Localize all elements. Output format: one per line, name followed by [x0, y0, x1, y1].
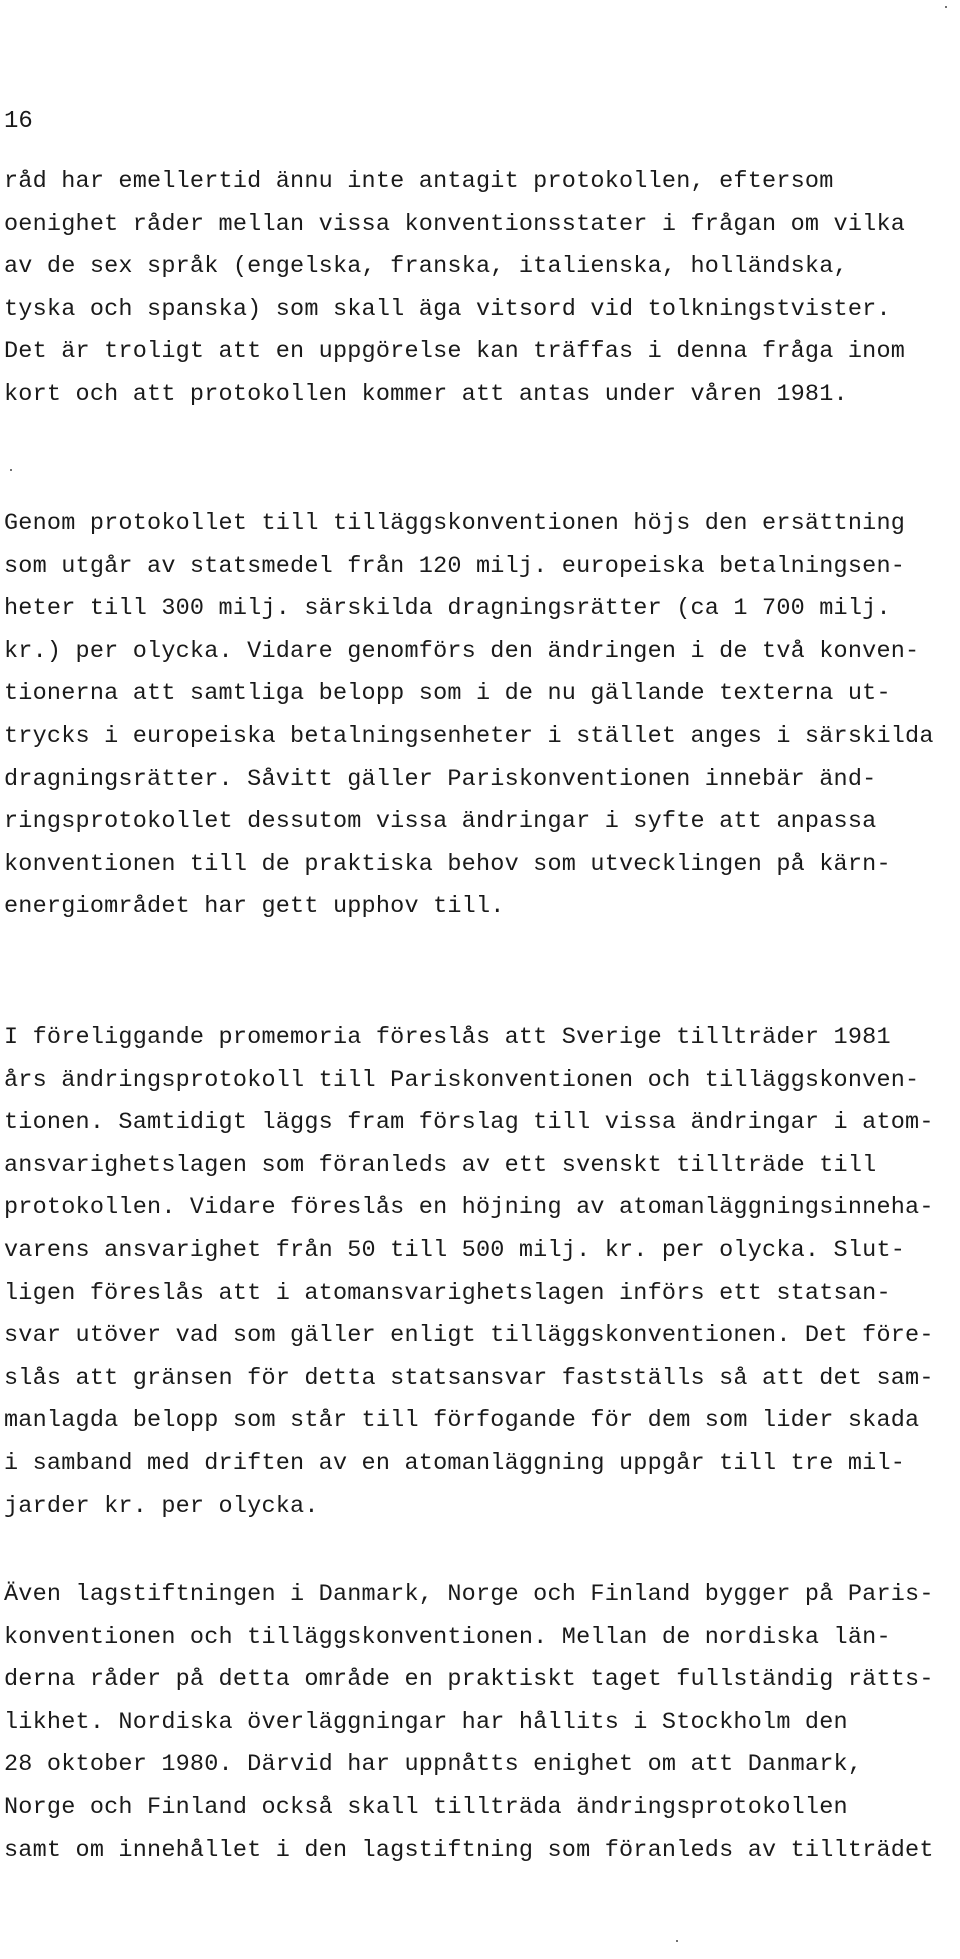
text-line: oenighet råder mellan vissa konventionsstater i frågan om vilka [4, 210, 906, 238]
text-line: dragningsrätter. Såvitt gäller Pariskonventionen innebär änd- [4, 765, 877, 793]
text-line: varens ansvarighet från 50 till 500 milj. kr. per olycka. Slut- [4, 1236, 906, 1264]
text-line: ringsprotokollet dessutom vissa ändringar i syfte att anpassa [4, 808, 877, 836]
text-line: tionen. Samtidigt läggs fram förslag till vissa ändringar i atom- [4, 1109, 934, 1137]
paragraph-1 [4, 161, 944, 417]
text-line: som utgår av statsmedel från 120 milj. europeiska betalningsen- [4, 552, 906, 580]
text-line: energiområdet har gett upphov till. [4, 893, 505, 921]
text-line: svar utöver vad som gäller enligt tilläggskonventionen. Det före- [4, 1322, 934, 1350]
text-line: Det är troligt att en uppgörelse kan träffas i denna fråga inom [4, 338, 906, 366]
scan-speck [676, 1940, 678, 1942]
text-line: konventionen och tilläggskonventionen. Mellan de nordiska län- [4, 1623, 891, 1651]
text-line: slås att gränsen för detta statsansvar fastställs så att det sam- [4, 1364, 934, 1392]
text-line: tionerna att samtliga belopp som i de nu gällande texterna ut- [4, 680, 891, 708]
paragraph-2 [4, 503, 944, 929]
text-line: ansvarighetslagen som föranleds av ett svenskt tillträde till [4, 1151, 877, 1179]
text-line: protokollen. Vidare föreslås en höjning av atomanläggningsinneha- [4, 1194, 934, 1222]
text-line: trycks i europeiska betalningsenheter i stället anges i särskilda [4, 722, 934, 750]
text-line: Genom protokollet till tilläggskonventionen höjs den ersättning [4, 510, 906, 537]
text-line: ligen föreslås att i atomansvarighetslagen införs ett statsan- [4, 1279, 891, 1307]
text-line: manlagda belopp som står till förfogande för dem som lider skada [4, 1407, 920, 1435]
scan-speck [945, 6, 947, 8]
text-line: års ändringsprotokoll till Pariskonventionen och tilläggskonven- [4, 1066, 920, 1094]
paragraph-3 [4, 1017, 944, 1528]
text-line: likhet. Nordiska överläggningar har hållits i Stockholm den [4, 1708, 848, 1736]
text-line: Norge och Finland också skall tillträda ändringsprotokollen [4, 1793, 848, 1821]
text-line: samt om innehållet i den lagstiftning som föranleds av tillträdet [4, 1836, 934, 1864]
text-line: 28 oktober 1980. Därvid har uppnåtts enighet om att Danmark, [4, 1751, 863, 1779]
text-line: av de sex språk (engelska, franska, italienska, holländska, [4, 253, 848, 281]
text-line: heter till 300 milj. särskilda dragningsrätter (ca 1 700 milj. [4, 595, 891, 623]
text-line: I föreliggande promemoria föreslås att Sverige tillträder 1981 [4, 1024, 891, 1051]
page-number: 16 [4, 108, 33, 135]
text-line: råd har emellertid ännu inte antagit protokollen, eftersom [4, 168, 834, 195]
text-line: konventionen till de praktiska behov som utvecklingen på kärn- [4, 850, 891, 878]
text-line: tyska och spanska) som skall äga vitsord vid tolkningstvister. [4, 295, 891, 323]
text-line: kort och att protokollen kommer att antas under våren 1981. [4, 380, 848, 408]
text-line: derna råder på detta område en praktiskt taget fullständig rätts- [4, 1666, 934, 1694]
text-line: i samband med driften av en atomanläggning uppgår till tre mil- [4, 1449, 906, 1477]
paragraph-4 [4, 1574, 944, 1872]
text-line: kr.) per olycka. Vidare genomförs den ändringen i de två konven- [4, 637, 920, 665]
scan-speck [10, 469, 12, 471]
text-line: jarder kr. per olycka. [4, 1492, 319, 1520]
text-line: Även lagstiftningen i Danmark, Norge och Finland bygger på Paris- [4, 1581, 934, 1608]
